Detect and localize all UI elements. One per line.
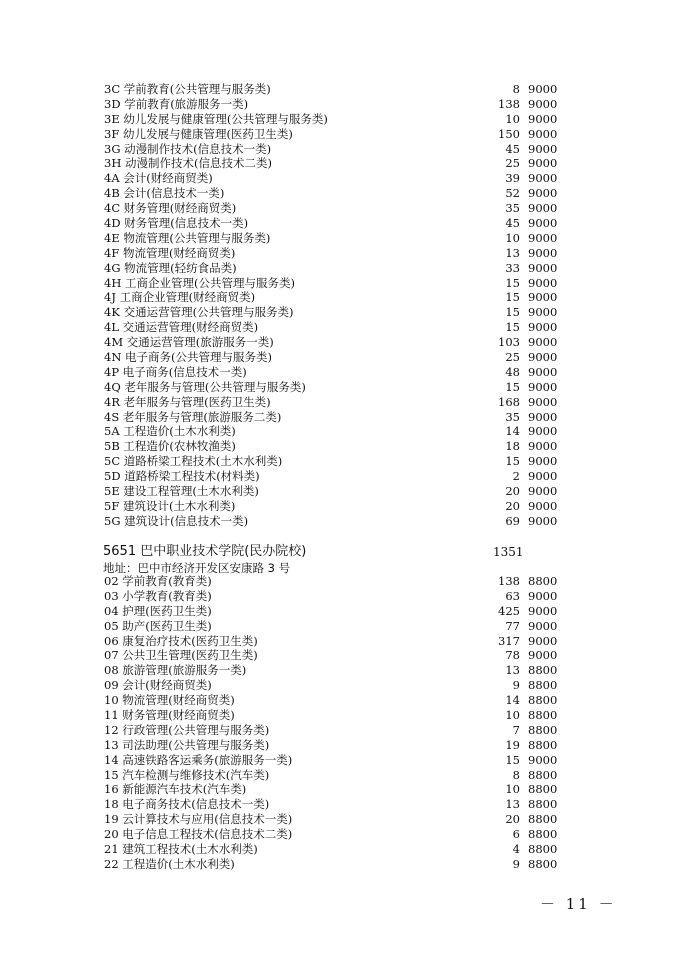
program-name: 13 司法助理(公共管理与服务类) — [104, 737, 270, 752]
program-row — [0, 410, 680, 425]
program-fee: 8800 — [528, 856, 558, 871]
program-row — [0, 201, 680, 216]
program-name: 5G 建筑设计(信息技术一类) — [104, 513, 249, 528]
program-fee: 8800 — [528, 678, 558, 693]
school-total: 1351 — [493, 545, 524, 559]
program-quota: 69 — [505, 513, 520, 528]
program-fee: 9000 — [528, 320, 558, 335]
program-list-bottom — [0, 574, 680, 872]
program-row — [0, 231, 680, 246]
program-quota: 15 — [505, 290, 520, 305]
program-name: 3D 学前教育(旅游服务一类) — [104, 96, 249, 111]
program-fee: 9000 — [528, 424, 558, 439]
program-quota: 425 — [498, 603, 520, 618]
program-quota: 15 — [505, 454, 520, 469]
program-fee: 9000 — [528, 111, 558, 126]
program-fee: 8800 — [528, 782, 558, 797]
program-row — [0, 82, 680, 97]
program-fee: 9000 — [528, 379, 558, 394]
program-quota: 9 — [512, 856, 520, 871]
program-quota: 150 — [498, 126, 520, 141]
program-fee: 8800 — [528, 797, 558, 812]
program-fee: 9000 — [528, 201, 558, 216]
program-fee: 9000 — [528, 469, 558, 484]
program-fee: 9000 — [528, 439, 558, 454]
program-row — [0, 827, 680, 842]
program-quota: 103 — [498, 335, 520, 350]
program-fee: 9000 — [528, 260, 558, 275]
program-fee: 9000 — [528, 513, 558, 528]
program-quota: 18 — [505, 439, 520, 454]
program-quota: 78 — [505, 648, 520, 663]
program-name: 4M 交通运营管理(旅游服务一类) — [104, 335, 274, 350]
program-name: 05 助产(医药卫生类) — [104, 618, 212, 633]
program-fee: 8800 — [528, 574, 558, 588]
program-quota: 10 — [505, 708, 520, 723]
program-quota: 7 — [512, 722, 520, 737]
program-row — [0, 842, 680, 857]
program-quota: 15 — [505, 379, 520, 394]
program-fee: 9000 — [528, 245, 558, 260]
program-fee: 9000 — [528, 603, 558, 618]
program-fee: 9000 — [528, 96, 558, 111]
program-row — [0, 127, 680, 142]
program-row — [0, 499, 680, 514]
program-name: 16 新能源汽车技术(汽车类) — [104, 782, 247, 797]
program-name: 4B 会计(信息技术一类) — [104, 186, 225, 201]
program-quota: 168 — [498, 394, 520, 409]
program-quota: 13 — [505, 663, 520, 678]
program-row — [0, 395, 680, 410]
program-quota: 10 — [505, 230, 520, 245]
program-fee: 9000 — [528, 350, 558, 365]
program-quota: 14 — [505, 424, 520, 439]
program-fee: 9000 — [528, 618, 558, 633]
program-row — [0, 619, 680, 634]
program-fee: 8800 — [528, 842, 558, 857]
program-row — [0, 768, 680, 783]
program-row — [0, 797, 680, 812]
program-row — [0, 484, 680, 499]
program-quota: 15 — [505, 305, 520, 320]
program-row — [0, 142, 680, 157]
program-fee: 9000 — [528, 409, 558, 424]
program-name: 4K 交通运营管理(公共管理与服务类) — [104, 305, 294, 320]
program-name: 4G 物流管理(轻纺食品类) — [104, 260, 237, 275]
program-name: 15 汽车检测与维修技术(汽车类) — [104, 767, 270, 782]
program-quota: 20 — [505, 484, 520, 499]
program-row — [0, 186, 680, 201]
program-fee: 9000 — [528, 126, 558, 141]
program-row — [0, 424, 680, 439]
program-fee: 9000 — [528, 275, 558, 290]
program-row — [0, 112, 680, 127]
program-name: 18 电子商务技术(信息技术一类) — [104, 797, 270, 812]
program-quota: 8 — [512, 767, 520, 782]
program-fee: 9000 — [528, 82, 558, 96]
program-quota: 39 — [505, 171, 520, 186]
program-name: 4C 财务管理(财经商贸类) — [104, 201, 237, 216]
program-name: 12 行政管理(公共管理与服务类) — [104, 722, 270, 737]
program-fee: 8800 — [528, 812, 558, 827]
program-quota: 45 — [505, 141, 520, 156]
program-row — [0, 380, 680, 395]
program-quota: 9 — [512, 678, 520, 693]
program-quota: 2 — [512, 469, 520, 484]
program-quota: 4 — [512, 842, 520, 857]
program-quota: 77 — [505, 618, 520, 633]
program-quota: 15 — [505, 320, 520, 335]
program-row — [0, 246, 680, 261]
program-fee: 9000 — [528, 186, 558, 201]
program-row — [0, 439, 680, 454]
program-name: 4L 交通运营管理(财经商贸类) — [104, 320, 259, 335]
program-row — [0, 276, 680, 291]
program-name: 20 电子信息工程技术(信息技术二类) — [104, 827, 293, 842]
program-name: 3F 幼儿发展与健康管理(医药卫生类) — [104, 126, 293, 141]
program-fee: 9000 — [528, 498, 558, 513]
program-name: 4Q 老年服务与管理(公共管理与服务类) — [104, 379, 306, 394]
program-row — [0, 648, 680, 663]
program-fee: 8800 — [528, 663, 558, 678]
program-quota: 52 — [505, 186, 520, 201]
program-name: 07 公共卫生管理(医药卫生类) — [104, 648, 258, 663]
program-fee: 8800 — [528, 722, 558, 737]
school-address: 地址：巴中市经济开发区安康路 3 号 — [103, 561, 291, 575]
program-quota: 63 — [505, 588, 520, 603]
program-quota: 317 — [498, 633, 520, 648]
program-row — [0, 156, 680, 171]
program-quota: 20 — [505, 498, 520, 513]
program-quota: 8 — [512, 82, 520, 96]
program-row — [0, 216, 680, 231]
program-quota: 13 — [505, 245, 520, 260]
program-row — [0, 782, 680, 797]
program-name: 03 小学教育(教育类) — [104, 588, 212, 603]
program-fee: 9000 — [528, 230, 558, 245]
program-row — [0, 290, 680, 305]
program-name: 4A 会计(财经商贸类) — [104, 171, 213, 186]
program-row — [0, 261, 680, 276]
program-quota: 13 — [505, 797, 520, 812]
program-quota: 35 — [505, 201, 520, 216]
program-fee: 9000 — [528, 454, 558, 469]
program-name: 5C 道路桥梁工程技术(土木水利类) — [104, 454, 283, 469]
program-name: 5F 建筑设计(土木水利类) — [104, 498, 236, 513]
program-fee: 9000 — [528, 633, 558, 648]
program-fee: 9000 — [528, 335, 558, 350]
program-row — [0, 514, 680, 529]
program-name: 3E 幼儿发展与健康管理(公共管理与服务类) — [104, 111, 328, 126]
program-name: 4J 工商企业管理(财经商贸类) — [104, 290, 256, 305]
program-name: 11 财务管理(财经商贸类) — [104, 708, 235, 723]
program-quota: 20 — [505, 812, 520, 827]
program-name: 19 云计算技术与应用(信息技术一类) — [104, 812, 293, 827]
program-quota: 6 — [512, 827, 520, 842]
program-name: 4H 工商企业管理(公共管理与服务类) — [104, 275, 295, 290]
program-row — [0, 678, 680, 693]
program-quota: 138 — [498, 574, 520, 588]
program-row — [0, 469, 680, 484]
program-fee: 9000 — [528, 484, 558, 499]
program-fee: 9000 — [528, 752, 558, 767]
program-fee: 8800 — [528, 693, 558, 708]
program-name: 3H 动漫制作技术(信息技术二类) — [104, 156, 272, 171]
program-name: 5D 道路桥梁工程技术(材料类) — [104, 469, 260, 484]
program-name: 09 会计(财经商贸类) — [104, 678, 212, 693]
program-quota: 48 — [505, 364, 520, 379]
program-name: 06 康复治疗技术(医药卫生类) — [104, 633, 258, 648]
program-fee: 9000 — [528, 141, 558, 156]
program-name: 4N 电子商务(公共管理与服务类) — [104, 350, 273, 365]
school-name: 5651 巴中职业技术学院(民办院校) — [103, 544, 307, 559]
program-name: 08 旅游管理(旅游服务一类) — [104, 663, 247, 678]
program-row — [0, 171, 680, 186]
program-name: 4D 财务管理(信息技术一类) — [104, 216, 249, 231]
program-row — [0, 708, 680, 723]
program-name: 5A 工程造价(土木水利类) — [104, 424, 236, 439]
program-fee: 8800 — [528, 708, 558, 723]
program-name: 4R 老年服务与管理(医药卫生类) — [104, 394, 271, 409]
program-quota: 25 — [505, 156, 520, 171]
program-quota: 19 — [505, 737, 520, 752]
program-name: 14 高速铁路客运乘务(旅游服务一类) — [104, 752, 293, 767]
program-fee: 8800 — [528, 767, 558, 782]
program-name: 04 护理(医药卫生类) — [104, 603, 212, 618]
program-row — [0, 753, 680, 768]
program-name: 3C 学前教育(公共管理与服务类) — [104, 82, 271, 96]
program-fee: 9000 — [528, 648, 558, 663]
school-header — [103, 543, 663, 561]
program-quota: 25 — [505, 350, 520, 365]
program-row — [0, 320, 680, 335]
program-fee: 8800 — [528, 827, 558, 842]
program-fee: 9000 — [528, 364, 558, 379]
program-quota: 35 — [505, 409, 520, 424]
program-quota: 45 — [505, 216, 520, 231]
program-fee: 9000 — [528, 290, 558, 305]
program-row — [0, 738, 680, 753]
program-fee: 9000 — [528, 394, 558, 409]
program-row — [0, 723, 680, 738]
program-name: 4F 物流管理(财经商贸类) — [104, 245, 236, 260]
program-name: 10 物流管理(财经商贸类) — [104, 693, 235, 708]
program-name: 02 学前教育(教育类) — [104, 574, 212, 588]
program-quota: 14 — [505, 693, 520, 708]
program-row — [0, 812, 680, 827]
program-row — [0, 857, 680, 872]
program-fee: 9000 — [528, 588, 558, 603]
program-quota: 10 — [505, 111, 520, 126]
program-row — [0, 574, 680, 589]
program-name: 5B 工程造价(农林牧渔类) — [104, 439, 236, 454]
program-row — [0, 97, 680, 112]
program-quota: 138 — [498, 96, 520, 111]
program-name: 4E 物流管理(公共管理与服务类) — [104, 230, 271, 245]
program-name: 3G 动漫制作技术(信息技术一类) — [104, 141, 272, 156]
program-name: 21 建筑工程技术(土木水利类) — [104, 842, 258, 857]
program-list-top — [0, 82, 680, 529]
program-fee: 9000 — [528, 216, 558, 231]
program-row — [0, 663, 680, 678]
program-name: 5E 建设工程管理(土木水利类) — [104, 484, 259, 499]
program-row — [0, 454, 680, 469]
program-fee: 9000 — [528, 156, 558, 171]
program-row — [0, 634, 680, 649]
program-fee: 9000 — [528, 305, 558, 320]
program-quota: 10 — [505, 782, 520, 797]
program-row — [0, 350, 680, 365]
program-row — [0, 604, 680, 619]
program-name: 4S 老年服务与管理(旅游服务二类) — [104, 409, 282, 424]
program-row — [0, 365, 680, 380]
program-quota: 15 — [505, 275, 520, 290]
program-row — [0, 335, 680, 350]
program-name: 22 工程造价(土木水利类) — [104, 856, 235, 871]
program-row — [0, 589, 680, 604]
program-quota: 33 — [505, 260, 520, 275]
program-name: 4P 电子商务(信息技术一类) — [104, 364, 247, 379]
program-fee: 8800 — [528, 737, 558, 752]
program-fee: 9000 — [528, 171, 558, 186]
program-row — [0, 305, 680, 320]
page-number: － 11 － — [540, 895, 617, 913]
program-quota: 15 — [505, 752, 520, 767]
program-row — [0, 693, 680, 708]
